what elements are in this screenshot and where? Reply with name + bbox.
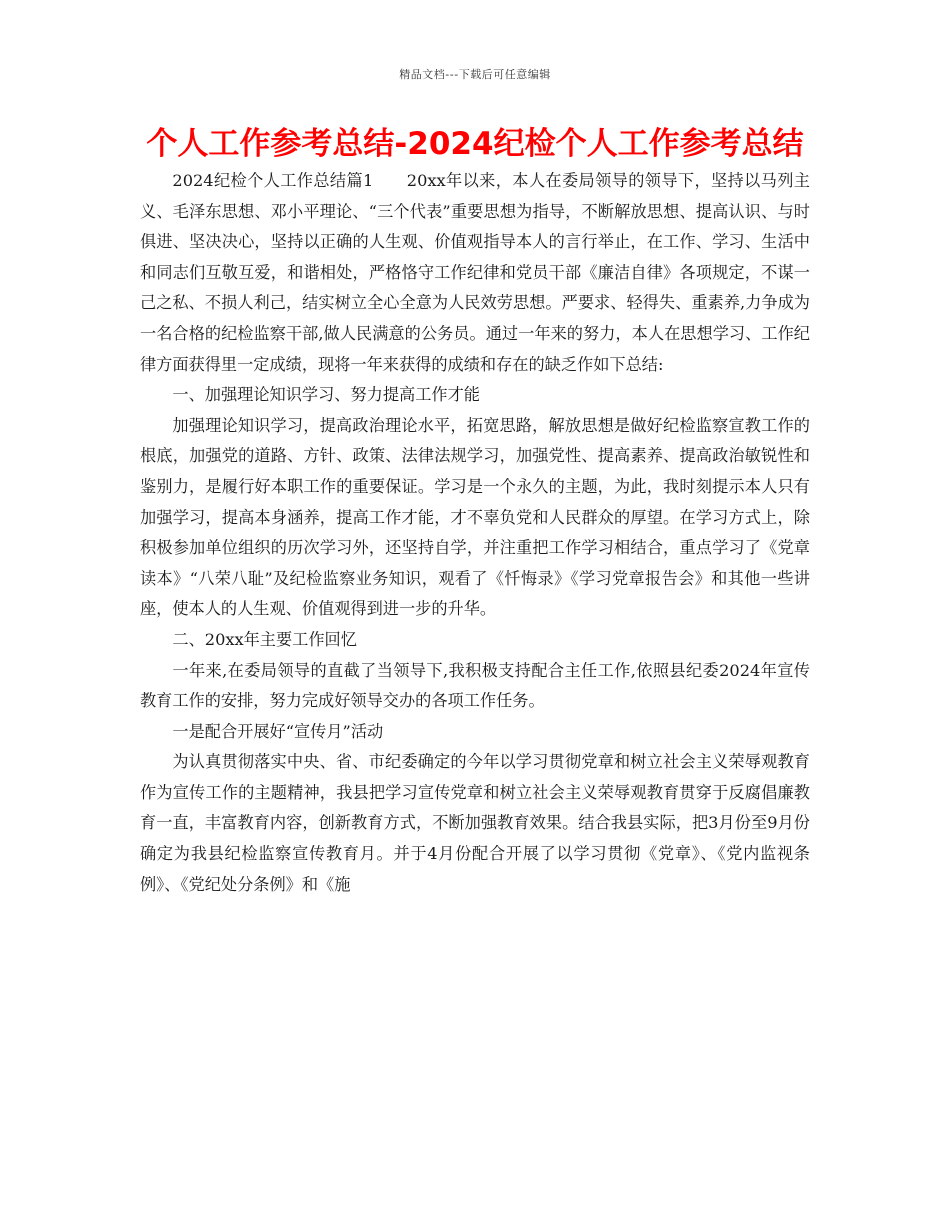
- header-note: 精品文档---下载后可任意编辑: [399, 68, 551, 81]
- paragraph-work: 一年来,在委局领导的直截了当领导下,我积极支持配合主任工作,依照县纪委2024年宣传教育工作的安排，努力完成好领导交办的各项工作任务。: [140, 660, 810, 711]
- document-body: [140, 166, 810, 900]
- document-title: 个人工作参考总结-2024纪检个人工作参考总结: [146, 126, 804, 162]
- subsection-heading: 一是配合开展好“宣传月”活动: [172, 721, 384, 741]
- paragraph-intro: 2024纪检个人工作总结篇1 20xx年以来，本人在委局领导的领导下，坚持以马列主义、毛泽东思想、邓小平理论、“三个代表”重要思想为指导，不断解放思想、提高认识、与时俱进、坚决决心，坚持以正确的人生观、价值观指导本人的言行举止，在工作、学习、生活中和同志们互敬互爱，和谐相处，严格恪守工作纪律和党员干部《廉洁自律》各项规定，不谋一己之私、不损人利己，结实树立全心全意为人民效劳思想。严要求、轻得失、重素养,力争成为一名合格的纪检监察干部,做人民满意的公务员。通过一年来的努力，本人在思想学习、工作纪律方面获得里一定成绩，现将一年来获得的成绩和存在的缺乏作如下总结:: [140, 171, 810, 374]
- paragraph-study: 加强理论知识学习，提高政治理论水平，拓宽思路，解放思想是做好纪检监察宣教工作的根底，加强党的道路、方针、政策、法律法规学习，加强党性、提高素养、提高政治敏锐性和鉴别力，是履行好本职工作的重要保证。学习是一个永久的主题，为此，我时刻提示本人只有加强学习，提高本身涵养，提高工作才能，才不辜负党和人民群众的厚望。在学习方式上，除积极参加单位组织的历次学习外，还坚持自学，并注重把工作学习相结合，重点学习了《党章读本》“八荣八耻”及纪检监察业务知识，观看了《忏悔录》《学习党章报告会》和其他一些讲座，使本人的人生观、价值观得到进一步的升华。: [140, 415, 810, 619]
- section-heading-1: 一、加强理论知识学习、努力提高工作才能: [172, 385, 480, 405]
- section-heading-2: 二、20xx年主要工作回忆: [172, 629, 357, 649]
- paragraph-campaign: 为认真贯彻落实中央、省、市纪委确定的今年以学习贯彻党章和树立社会主义荣辱观教育作为宣传工作的主题精神，我县把学习宣传党章和树立社会主义荣辱观教育贯穿于反腐倡廉教育一直，丰富教育内容，创新教育方式，不断加强教育效果。结合我县实际，把3月份至9月份确定为我县纪检监察宣传教育月。并于4月份配合开展了以学习贯彻《党章》、《党内监视条例》、《党纪处分条例》和《施: [140, 752, 810, 894]
